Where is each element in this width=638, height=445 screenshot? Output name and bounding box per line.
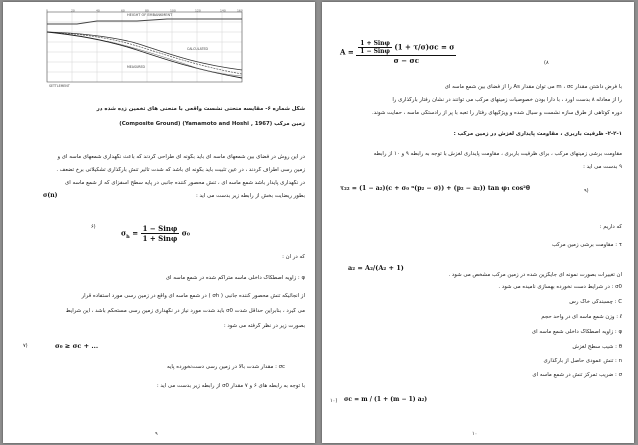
equation-6-number: ۶) [91,224,96,230]
paragraph-line: با فرض داشتن مقدار m ، σc می توان مقدار As را از فضای بین شمع ماسه ای [444,84,622,90]
left-page [3,2,315,443]
equation-6: $\sigma_h$ = $\frac{\text{1 − Sinφ}}{\text{1 + Sinφ}}$ σ₀ [121,224,190,243]
equation-9: τ₂₂ = (1 − a₂)(c + σ₀ ⁿ(p₂ − σ)) + (p₂ − a₂)) tan φ₁ cos²θ [340,185,531,192]
paragraph-line: از آنجائیکه تنش محصور کننده جانبی ( σh ) در شمع ماسه ای واقع در زمین رسی مورد استفاده قرار [81,293,305,299]
x-tick: 20 [71,8,75,13]
paragraph-line: دوره کوتاهی از طرق سازه نشست و سیال شده و ویژگیهای رفتار را تعبه با پر از رادستگی ماسه ، حمایت شوند. [372,110,622,116]
equation-area-ratio: a₂ = A₂/(A₂ + 1) [348,264,404,272]
equation-8: A = $\frac{\text{1 + Sinφ}}{\text{1 − Sinφ}}$ (1 + τ/σ)σc = σ σ − σc [340,40,455,65]
definition-tau: τ : مقاومت برشی زمین مرکب [551,242,622,248]
paragraph-line: ۹ بدست می آید : [583,164,622,170]
definition-line: φ : زاویه اصطکاک داخلی شمع ماسه ای [531,329,622,335]
where-label: که در آن : [282,254,305,260]
paragraph-line: می گیرد ، بنابراین حداقل شدت σ0 باید شدت مورد نیاز در نگهداری زمین رسی مستحکم باشد ، این شرایط [65,308,305,314]
section-heading: ۲-۲-۱- ظرفیت باربری ، مقاومت پایداری لغزش در زمین مرکب : [453,131,622,137]
figure-calculated-label: CALCULATED [187,47,208,51]
definition-line: C : چسبندگی خاک رس [569,299,622,305]
equation-10-number: ۱۰) [330,398,338,404]
settlement-figure [37,8,249,88]
definition-phi: φ : زاویه اصطکاک داخلی ماسه متراکم شده در شمع ماسه ای [165,275,305,281]
page-number: ۹ [155,431,158,437]
definition-line: θ : شیب سطح لغزش [572,344,622,350]
paragraph-line: را از معادله ۸ بدست آورد ، با دارا بودن خصوصیات زمینهای مرکب می توانند در نشان رفتار بارگذاری را [392,97,622,103]
x-tick: 80 [145,8,149,13]
equation-10: σc = m / (1 + (m − 1) a₂) [344,396,428,403]
equation-7-number: ۷) [23,343,28,349]
page-number: ۱۰ [472,431,478,437]
paragraph-line: مقاومت برشی زمینهای مرکب ، برای ظرفیت باربری ، مقاومت پایداری لغزش با توجه به رابطه ۹ و ۱۰ از رابطه [373,151,622,157]
x-tick: 160 [237,8,243,13]
paragraph-line: در این روش در فضای بین شمعهای ماسه ای باید بگونه ای طراحی گردند که باعث نگهداری شمعهای ماسه ای و [57,154,305,160]
definition-line: آن تغییرات بصورت نمونه ای جایگزین شده در زمین مرکب مشخص می شود . [448,272,622,278]
figure-caption-line-2: زمین مرکب (Yamamoto and Hoshi , 1967) (Composite Ground) [119,121,305,127]
x-tick: 120 [195,8,201,13]
definition-line: σ : ضریب تمرکز تنش در شمع ماسه ای [532,372,622,378]
x-tick: 140 [220,8,226,13]
x-tick: 100 [170,8,176,13]
paragraph-line: بصورت زیر در نظر گرفته می شود : [223,323,305,329]
x-tick: 60 [121,8,125,13]
equation-8-number: (۸ [544,60,549,66]
figure-measured-label: MEASURED [127,65,145,69]
definition-sigma-c: σc : مقدار شدت بالا در زمین رسی دست‌نخورده پایه [167,364,285,370]
definition-line: σ0 : در شرایط دست نخورده بهسازی نامیده می شود . [498,284,622,290]
definition-line: ℓ : وزن شمع ماسه ای در واحد حجم [541,314,622,320]
equation-7: σ₀ ≥ σc + ... [55,342,99,350]
paragraph-line: زمین رسی اطراف گردند ، در عین تثبیت باید بگونه ای باشد که شدت تأثیر تنش بارگذاری تشکیلاتی برخ تضعف . [56,167,305,173]
paragraph-line: بطور ریضایت بخش از رابطه زیر بدست می آید : [195,193,305,199]
inline-symbol: σ(n) [43,192,58,199]
figure-settlement-label: SETTLEMENT [49,84,70,88]
x-tick: 40 [96,8,100,13]
right-page [322,2,634,443]
paragraph-line: با توجه به رابطه های ۶ و ۷ مقدار σ0 از رابطه زیر بدست می آید : [156,383,305,389]
figure-top-label: HEIGHT OF EMBANKMENT [127,13,173,17]
equation-9-number: ۹) [584,188,589,194]
definition-line: n : تنش عمودی حاصل از بارگذاری [543,358,622,364]
where-label: که داریم : [599,224,622,230]
paragraph-line: در نگهداری پایدار باشد شمع ماسه ای ، تنش محصور کننده جانبی در پایه سطح اسفزای که از شمع ماسه ای [65,180,305,186]
x-tick: 0 [46,8,48,13]
figure-caption-line-1: شکل شماره ۶- مقایسه منحنی نشست واقعی با منحنی های تخمین زده شده در [96,106,305,112]
